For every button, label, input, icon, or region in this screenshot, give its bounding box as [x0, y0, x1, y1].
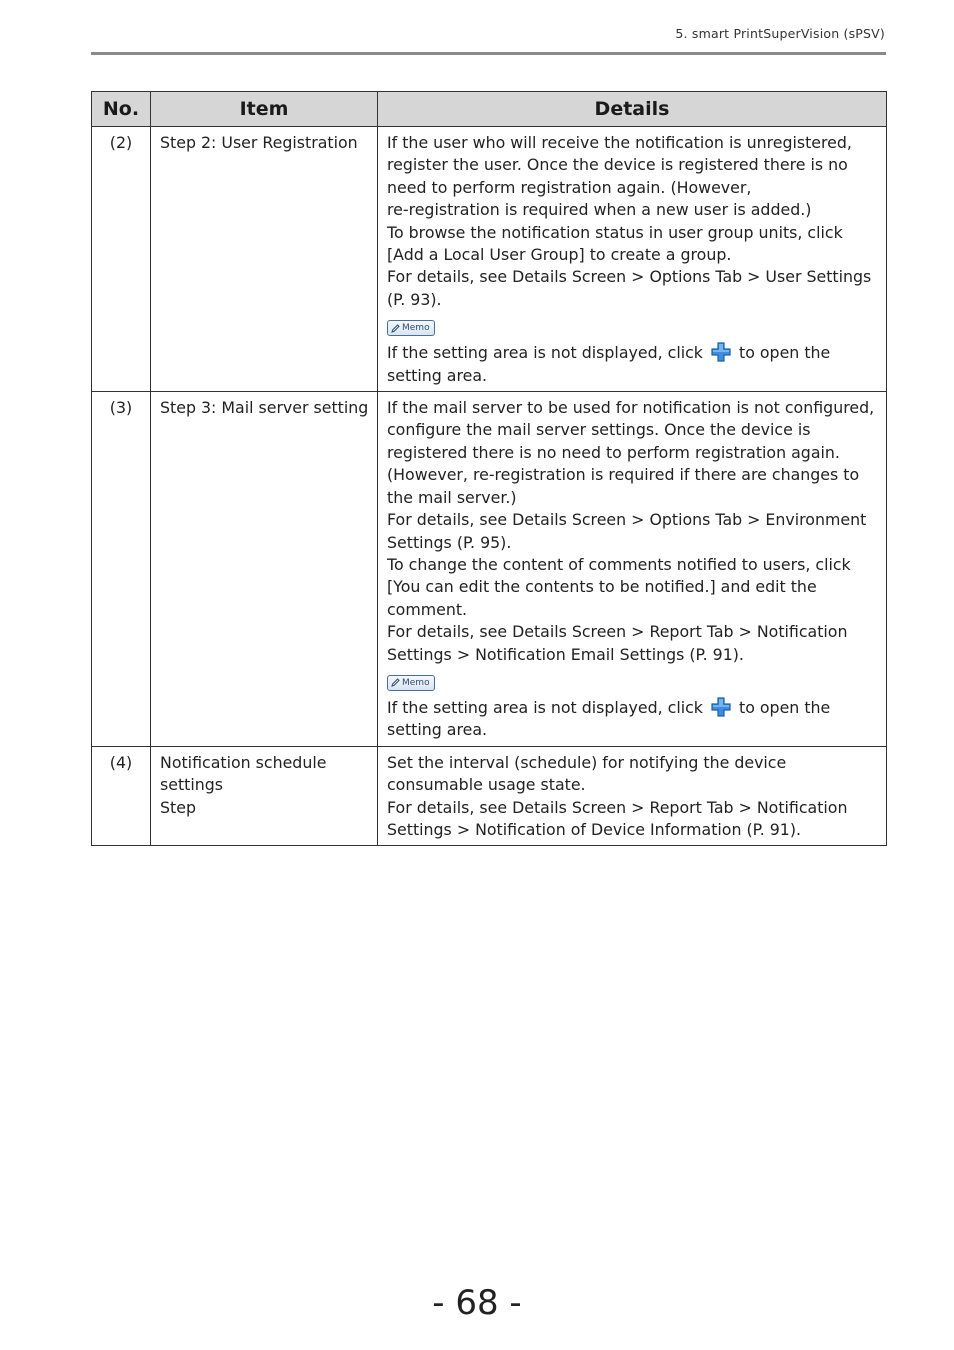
memo-text — [387, 341, 878, 387]
running-header: 5. smart PrintSuperVision (sPSV) — [675, 26, 885, 41]
detail-text: To browse the notification status in user group units, click [Add a Local User Group] to create a group. — [387, 222, 843, 265]
detail-text: To change the content of comments notified to users, click [You can edit the contents to be notified.] and edit the comment. — [387, 554, 851, 619]
memo-text-before: If the setting area is not displayed, click — [387, 343, 703, 363]
detail-text: For details, see Details Screen > Report Tab > Notification Settings > Notification Email Settings (P. 91). — [387, 622, 848, 664]
table-row — [92, 392, 887, 747]
expand-plus-icon — [710, 341, 732, 363]
row-number: (4) — [92, 746, 151, 846]
item-text: Notification schedule settings — [160, 752, 327, 795]
item-text: Step 3: Mail server setting — [160, 398, 369, 418]
detail-text: If the user who will receive the notification is unregistered, register the user. Once the device is registered there is no need to perform registration again. (However, — [387, 133, 852, 197]
memo-block — [387, 666, 878, 742]
row-details — [378, 746, 887, 846]
detail-text: For details, see Details Screen > Report Tab > Notification Settings > Notification of Device Information (P. 91). — [387, 797, 848, 839]
memo-pencil-icon — [391, 324, 400, 333]
page-number: - 68 - — [432, 1283, 522, 1323]
memo-text-after: to open the setting area. — [387, 343, 831, 385]
row-item — [151, 392, 378, 747]
row-details — [378, 392, 887, 747]
memo-pencil-icon — [391, 678, 400, 687]
row-item — [151, 127, 378, 392]
memo-badge — [387, 320, 435, 336]
row-item — [151, 746, 378, 846]
table-row — [92, 127, 887, 392]
memo-text-after: to open the setting area. — [387, 697, 831, 740]
detail-text: re-registration is required when a new user is added.) — [387, 200, 812, 220]
item-text: Step — [160, 797, 196, 817]
column-header-no: No. — [92, 92, 151, 127]
detail-text: Set the interval (schedule) for notifying the device consumable usage state. — [387, 752, 787, 795]
memo-text — [387, 696, 878, 742]
memo-badge — [387, 675, 435, 691]
memo-text-before: If the setting area is not displayed, click — [387, 697, 703, 717]
table-header-row — [92, 92, 887, 127]
row-number: (2) — [92, 127, 151, 392]
row-number: (3) — [92, 392, 151, 747]
detail-text: For details, see Details Screen > Options Tab > Environment Settings (P. 95). — [387, 510, 867, 552]
memo-label: Memo — [402, 677, 430, 688]
column-header-details: Details — [378, 92, 887, 127]
table-row — [92, 746, 887, 846]
expand-plus-icon — [710, 696, 732, 718]
detail-text: For details, see Details Screen > Options Tab > User Settings (P. 93). — [387, 267, 872, 309]
detail-text: If the mail server to be used for notification is not configured, configure the mail server settings. Once the device is registered there is no need to perform registration again. (However, re-registration is required if there are changes to the mail server.) — [387, 398, 875, 507]
memo-block — [387, 311, 878, 387]
steps-table — [91, 91, 887, 846]
memo-label: Memo — [402, 323, 430, 334]
column-header-item: Item — [151, 92, 378, 127]
header-rule — [91, 52, 886, 55]
item-text: Step 2: User Registration — [160, 133, 358, 152]
row-details — [378, 127, 887, 392]
